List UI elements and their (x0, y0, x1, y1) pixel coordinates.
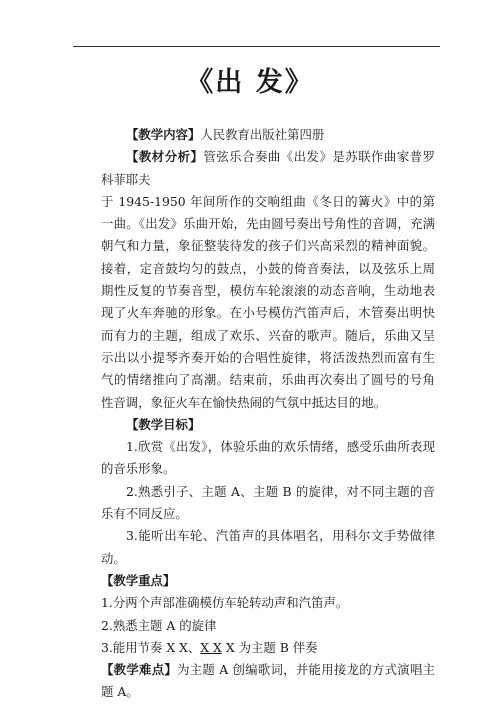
difficulty-text: 为主题 A 创编歌词，并能用接龙的方式演唱主题 A。 (101, 662, 436, 700)
difficulty-paragraph (101, 659, 435, 704)
key-points-heading-line (101, 570, 435, 592)
key-point-item: 1.分两个声部准确模仿车轮转动声和汽笛声。 (101, 595, 349, 611)
content-text: 人民教育出版社第四册 (200, 127, 325, 142)
rhythm-suffix: X 为主题 B 伴奏 (221, 639, 318, 655)
key-point-item: 2.熟悉主题 A 的旋律 (101, 617, 217, 633)
analysis-text-start: 管弦乐合奏曲《出发》是苏联作曲家普罗科菲耶夫 (101, 149, 436, 187)
page-title: 《出 发》 (186, 67, 314, 98)
analysis-heading: 【教材分析】 (126, 149, 204, 165)
content-paragraph (101, 124, 435, 146)
rhythm-underlined: X X (200, 639, 222, 655)
key-point-rhythm-item (101, 637, 435, 659)
header-rule (73, 46, 440, 47)
goals-heading-line (101, 414, 435, 436)
goal-item: 2.熟悉引子、主题 A、主题 B 的旋律，对不同主题的音乐有不同反应。 (101, 483, 435, 522)
content-heading: 【教学内容】 (126, 127, 201, 142)
key-points-heading: 【教学重点】 (101, 572, 176, 588)
difficulty-heading: 【教学难点】 (101, 662, 178, 678)
rhythm-prefix: 3.能用节奏 X X、 (101, 639, 201, 655)
lesson-body (101, 124, 435, 704)
goals-heading: 【教学目标】 (126, 416, 201, 432)
goal-item: 1.欣赏《出发》，体验乐曲的欢乐情绪，感受乐曲所表现的音乐形象。 (101, 439, 435, 477)
analysis-first-line (101, 146, 435, 191)
analysis-paragraph: 于 1945-1950 年间所作的交响组曲《冬日的篝火》中的第一曲。《出发》乐曲开始，先由圆号奏出号角性的音调，充满朝气和力量，象征整装待发的孩子们兴高采烈的精神面貌。接着，定音鼓均匀的鼓点，小鼓的倚音奏法，以及弦乐上周期性反复的节奏音型，模仿车轮滚滚的动态音响，生动地表现了火车奔驰的形象。在小号模仿汽笛声后，木管奏出明快而有力的主题，组成了欢乐、兴奋的歌声。随后，乐曲又呈示出以小提琴齐奏开始的合唱性旋律，将活泼热烈而富有生气的情绪推向了高潮。结束前，乐曲再次奏出了圆号的号角性音调，象征火车在愉快热闹的气氛中抵达目的地。 (101, 193, 435, 410)
goal-item: 3.能听出车轮、汽笛声的具体唱名，用科尔文手势做律动。 (101, 528, 435, 566)
